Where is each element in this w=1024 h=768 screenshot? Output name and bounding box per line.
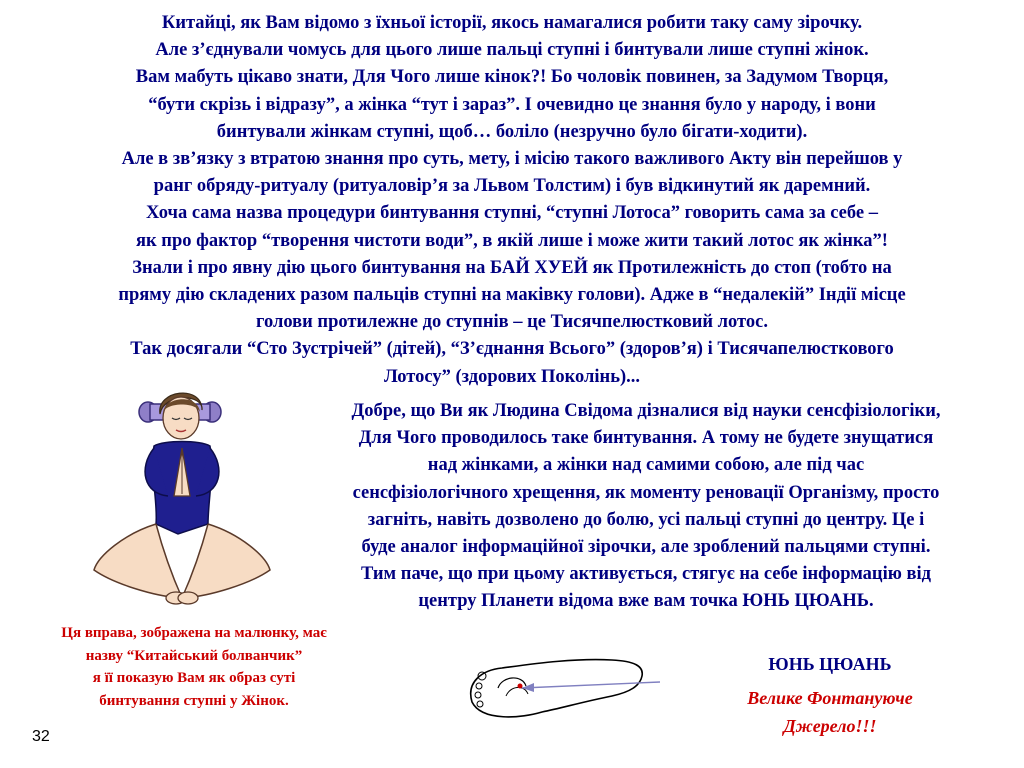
caption-line: я її показую Вам як образ суті <box>92 670 296 686</box>
main-text-line: Лотосу” (здорових Поколінь)... <box>383 366 641 387</box>
page-number: 32 <box>32 728 50 745</box>
right-paragraph <box>274 398 1018 616</box>
subtitle-line: Велике Фонтануюче <box>747 688 913 708</box>
main-text-line: Хоча сама назва процедури бинтування ступні, “ступні Лотоса” говорить сама за себе – <box>146 203 878 224</box>
yongquan-point-title: ЮНЬ ЦЮАНЬ <box>768 654 892 674</box>
foot-sole-outline <box>462 652 662 730</box>
figure-caption <box>4 622 384 712</box>
right-text-line: центру Планети відома вже вам точка ЮНЬ ЦЮАНЬ. <box>418 591 874 612</box>
main-text-line: Але в зв’язку з втратою знання про суть, мету, і місію такого важливого Акту він перейшов у <box>121 149 903 170</box>
main-text-line: Китайці, як Вам відомо з їхньої історії, якось намагалися робити таку саму зірочку. <box>161 13 863 33</box>
main-text-line: Так досягали “Сто Зустрічей” (дітей), “З’єднання Всього” (здоров’я) і Тисячапелюсткового <box>130 339 894 360</box>
right-text-line: над жінками, а жінки над самими собою, але під час <box>427 455 865 476</box>
main-text-line: як про фактор “творення чистоти води”, в якій лише і може жити такий лотос як жінка”! <box>136 230 888 251</box>
main-text-line: ранг обряду-ритуалу (ритуаловір’я за Львом Толстим) і був відкинутий як даремний. <box>153 176 871 197</box>
main-text-line: Але з’єднували чомусь для цього лише пальці ступні і бинтували лише ступні жінок. <box>155 40 869 61</box>
main-text-line: Знали і про явну дію цього бинтування на БАЙ ХУЕЙ як Протилежність до стоп (тобто на <box>132 257 892 278</box>
right-text-line: сенсфізіологічного хрещення, як моменту реновації Організму, просто <box>352 482 940 503</box>
yongquan-point-marker <box>518 684 523 689</box>
meditating-woman-figure <box>84 384 284 616</box>
foot-sole-diagram <box>462 652 662 730</box>
right-text-line: Для Чого проводилось таке бинтування. А тому не будете знущатися <box>358 428 934 449</box>
main-text-line: “бути скрізь і відразу”, а жінка “тут і зараз”. І очевидно це знання було у народу, і вони <box>148 94 876 115</box>
main-text-line: бинтували жінкам ступні, щоб… боліло (незручно було бігати-ходити). <box>216 121 808 142</box>
main-text-line: голови протилежне до ступнів – це Тисячпелюстковий лотос. <box>256 312 768 333</box>
meditating-woman-illustration <box>84 384 284 616</box>
caption-line: Ця вправа, зображена на малюнку, має <box>61 625 327 641</box>
right-text-line: Добре, що Ви як Людина Свідома дізналися від науки сенсфізіологіки, <box>351 401 941 421</box>
subtitle-line: Джерело!!! <box>783 716 877 736</box>
right-text-line: Тим паче, що при цьому активується, стягує на себе інформацію від <box>361 564 931 585</box>
right-text-line: загніть, навіть дозволено до болю, усі пальці ступні до центру. Це і <box>367 509 925 530</box>
yongquan-point-subtitle <box>700 684 960 740</box>
main-paragraph <box>8 10 1016 391</box>
caption-line: бинтування ступні у Жінок. <box>99 692 289 709</box>
main-text-line: Вам мабуть цікаво знати, Для Чого лише кінок?! Бо чоловік повинен, за Задумом Творця, <box>135 67 889 88</box>
caption-line: назву “Китайський болванчик” <box>85 647 303 664</box>
right-text-line: буде аналог інформаційної зірочки, але зроблений пальцями ступні. <box>361 537 931 558</box>
main-text-line: пряму дію складених разом пальців ступні на маківку голови). Адже в “недалекій” Індії місце <box>118 285 906 306</box>
